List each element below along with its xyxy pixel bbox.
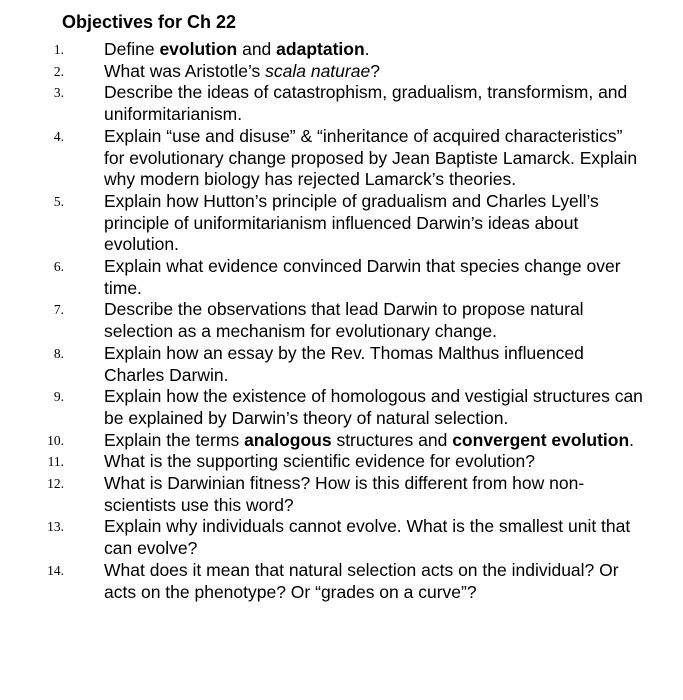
- objective-item-5: [0, 191, 644, 256]
- objective-number: 11.: [47, 454, 64, 470]
- objective-item-10: [0, 430, 644, 452]
- objective-number: 8.: [53, 345, 64, 361]
- objective-item-3: [0, 82, 644, 125]
- objective-text: .: [364, 39, 370, 59]
- term-adaptation: adaptation: [276, 39, 365, 59]
- objective-number: 6.: [53, 259, 64, 275]
- objective-number: 5.: [53, 193, 64, 209]
- objective-text: What is Darwinian fitness? How is this different from how non-scientists use this word?: [104, 473, 585, 515]
- objective-number: 12.: [47, 476, 64, 492]
- page-title: Objectives for Ch 22: [62, 12, 237, 32]
- objective-text: structures and: [331, 429, 453, 450]
- objective-item-4: [0, 126, 644, 191]
- objective-text: Define: [104, 39, 160, 59]
- objective-text: and: [237, 39, 277, 59]
- objective-text: .: [629, 429, 635, 450]
- objective-number: 2.: [53, 63, 64, 79]
- objective-text: Explain how an essay by the Rev. Thomas Malthus influenced Charles Darwin.: [104, 342, 584, 385]
- objective-number: 10.: [47, 432, 64, 448]
- objective-item-7: [0, 299, 644, 342]
- objective-item-8: [0, 343, 644, 386]
- objective-text: Describe the observations that lead Darwin to propose natural selection as a mechanism for evolutionary change.: [104, 299, 584, 342]
- objective-text: Explain why individuals cannot evolve. What is the smallest unit that can evolve?: [104, 516, 631, 559]
- objective-number: 9.: [53, 389, 64, 405]
- objective-number: 4.: [53, 128, 64, 144]
- objective-text: Explain the terms: [104, 429, 245, 450]
- objective-text: What was Aristotle’s: [104, 60, 266, 81]
- objective-number: 13.: [47, 519, 64, 535]
- objective-item-2: [0, 61, 644, 83]
- objective-text: Explain “use and disuse” & “inheritance of acquired characteristics” for evolutionary change proposed by Jean Baptiste Lamarck. Explain why modern biology has rejected Lamarck’s theories.: [104, 125, 638, 190]
- term-evolution: evolution: [159, 39, 238, 59]
- term-convergent-evolution: convergent evolution: [452, 429, 630, 450]
- objective-text: Explain how the existence of homologous and vestigial structures can be explained by Darwin’s theory of natural selection.: [104, 386, 643, 428]
- objective-item-11: [0, 451, 644, 473]
- objectives-list: [0, 39, 683, 603]
- objective-number: 1.: [53, 42, 64, 57]
- objective-text: Explain what evidence convinced Darwin that species change over time.: [104, 256, 621, 298]
- objective-item-6: [0, 256, 644, 299]
- objective-text: ?: [370, 60, 380, 81]
- objective-text: Describe the ideas of catastrophism, gradualism, transformism, and uniformitarianism.: [104, 82, 628, 125]
- term-scala-naturae: scala naturae: [265, 60, 371, 81]
- objective-text: What is the supporting scientific evidence for evolution?: [104, 451, 535, 472]
- objective-number: 3.: [53, 85, 64, 101]
- objective-item-12: [0, 473, 644, 516]
- objective-item-14: [0, 560, 644, 603]
- objective-number: 14.: [47, 562, 64, 578]
- objective-item-13: [0, 516, 644, 559]
- objective-item-1: [0, 39, 644, 61]
- objective-number: 7.: [53, 302, 64, 318]
- objective-text: Explain how Hutton’s principle of gradualism and Charles Lyell’s principle of uniformitarianism influenced Darwin’s ideas about evolution.: [104, 190, 599, 255]
- objective-text: What does it mean that natural selection acts on the individual? Or acts on the phenotype? Or “grades on a curve”?: [104, 559, 619, 602]
- objective-item-9: [0, 386, 644, 429]
- term-analogous: analogous: [244, 429, 332, 450]
